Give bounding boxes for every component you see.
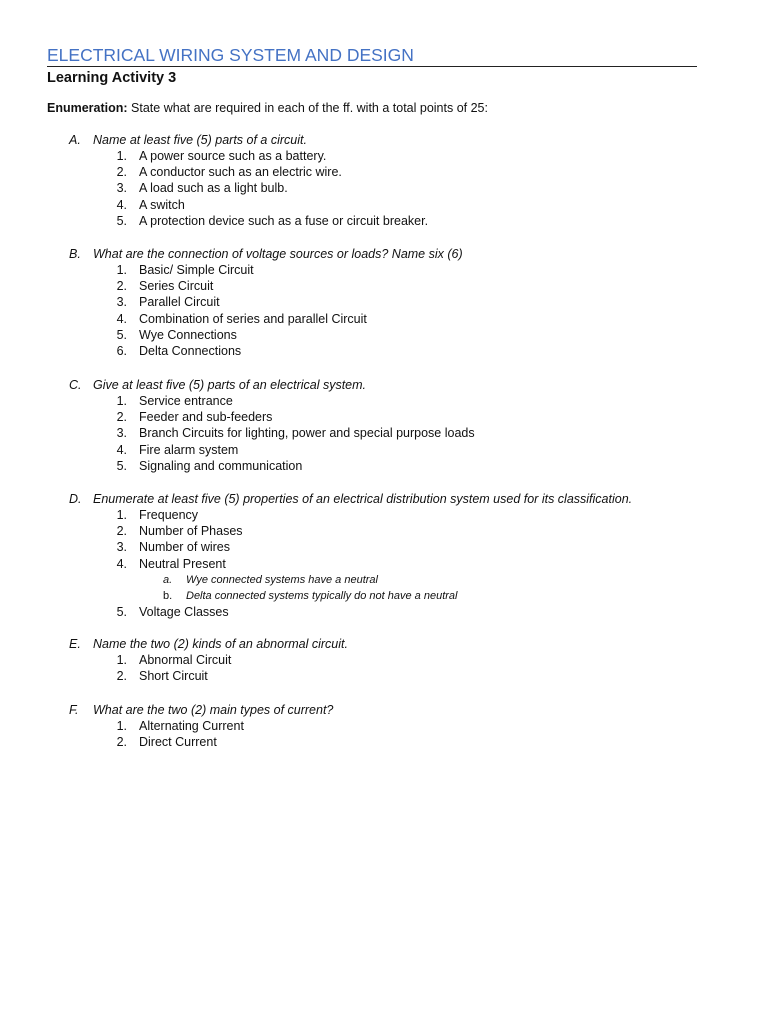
question-letter: A. [69,133,81,147]
answer-number: 3. [116,540,127,555]
instruction-line [47,99,488,117]
answer-text: Voltage Classes [139,605,229,620]
answer-item [0,668,768,684]
answer-item [0,425,768,441]
question-letter: C. [69,378,82,392]
answer-text: Signaling and communication [139,458,303,473]
answer-number: 4. [116,311,127,326]
question-block [0,702,768,750]
answer-number: 2. [116,279,127,294]
answer-number: 1. [116,149,127,163]
question-text: What are the two (2) main types of current? [93,703,334,717]
answer-number: 1. [116,263,127,277]
answer-text: Fire alarm system [139,442,239,457]
answer-text: Delta Connections [139,343,242,358]
answer-text: A load such as a light bulb. [139,181,288,196]
answer-text: Frequency [139,508,199,522]
sub-answer-item [0,572,768,588]
answer-number: 2. [116,410,127,425]
answer-number: 4. [116,197,127,212]
answer-number: 4. [116,442,127,457]
answer-number: 2. [116,735,127,750]
answer-text: A conductor such as an electric wire. [139,165,342,180]
question-text: Enumerate at least five (5) properties of an electrical distribution system used for its classification. [93,492,633,506]
answer-item [0,148,768,164]
answer-text: Alternating Current [139,719,244,733]
answer-item [0,734,768,750]
question-letter: B. [69,247,81,261]
answer-item [0,718,768,734]
answer-item [0,278,768,294]
answer-text: Basic/ Simple Circuit [139,263,254,277]
answer-text: Number of Phases [139,524,243,539]
question-letter: F. [69,703,79,717]
question-heading [0,377,768,393]
answer-item [0,311,768,327]
answer-number: 1. [116,508,127,522]
question-block [0,636,768,684]
answer-text: Combination of series and parallel Circuit [139,311,367,326]
answer-number: 2. [116,669,127,684]
answer-item [0,327,768,343]
answer-text: Parallel Circuit [139,295,220,310]
sub-answer-text: Delta connected systems typically do not have a neutral [186,589,458,602]
answer-text: Service entrance [139,394,233,408]
answer-item [0,556,768,572]
title-underline [47,44,697,67]
answer-item [0,213,768,229]
answer-item [0,652,768,668]
instruction-lead: Enumeration: [47,101,128,115]
answer-item [0,604,768,620]
answer-item [0,393,768,409]
answer-item [0,458,768,474]
question-text: Give at least five (5) parts of an electrical system. [93,378,367,392]
answer-item [0,539,768,555]
answer-number: 5. [116,327,127,342]
document-title: ELECTRICAL WIRING SYSTEM AND DESIGN [47,45,414,65]
question-block [0,246,768,359]
question-heading [0,246,768,262]
question-heading [0,702,768,718]
answer-text: Branch Circuits for lighting, power and special purpose loads [139,426,475,441]
answer-item [0,343,768,359]
answer-item [0,197,768,213]
answer-number: 4. [116,556,127,571]
answer-number: 5. [116,605,127,620]
question-block [0,132,768,229]
answer-text: Direct Current [139,735,217,750]
answer-item [0,262,768,278]
answer-item [0,409,768,425]
answer-item [0,442,768,458]
answer-item [0,523,768,539]
question-text: What are the connection of voltage sources or loads? Name six (6) [93,247,463,261]
answer-number: 2. [116,524,127,539]
answer-text: A power source such as a battery. [139,149,327,163]
question-heading [0,132,768,148]
question-heading [0,491,768,507]
question-block [0,491,768,620]
answer-number: 1. [116,394,127,408]
question-text: Name at least five (5) parts of a circuit. [93,133,307,147]
answer-number: 3. [116,295,127,310]
answer-number: 5. [116,213,127,228]
instruction-text: State what are required in each of the ff. with a total points of 25: [131,101,488,115]
answer-number: 1. [116,653,127,667]
question-letter: D. [69,492,82,506]
answer-text: Neutral Present [139,556,226,571]
answer-text: A switch [139,197,185,212]
answer-text: Abnormal Circuit [139,653,232,667]
answer-text: Short Circuit [139,669,208,684]
question-heading [0,636,768,652]
sub-answer-text: Wye connected systems have a neutral [186,573,378,586]
activity-subtitle: Learning Activity 3 [47,70,177,86]
answer-text: Wye Connections [139,327,237,342]
question-letter: E. [69,637,81,651]
answer-number: 1. [116,719,127,733]
answer-item [0,294,768,310]
answer-text: Feeder and sub-feeders [139,410,273,425]
question-block [0,377,768,474]
answer-number: 2. [116,165,127,180]
answer-number: 3. [116,181,127,196]
answer-item [0,164,768,180]
answer-number: 6. [116,343,127,358]
sub-answer-letter: b. [163,589,173,602]
question-text: Name the two (2) kinds of an abnormal circuit. [93,637,348,651]
sub-answer-letter: a. [163,573,173,586]
answer-text: A protection device such as a fuse or circuit breaker. [139,213,429,228]
answer-item [0,507,768,523]
answer-number: 5. [116,458,127,473]
answer-text: Number of wires [139,540,230,555]
answer-text: Series Circuit [139,279,214,294]
sub-answer-item [0,588,768,604]
answer-number: 3. [116,426,127,441]
answer-item [0,180,768,196]
